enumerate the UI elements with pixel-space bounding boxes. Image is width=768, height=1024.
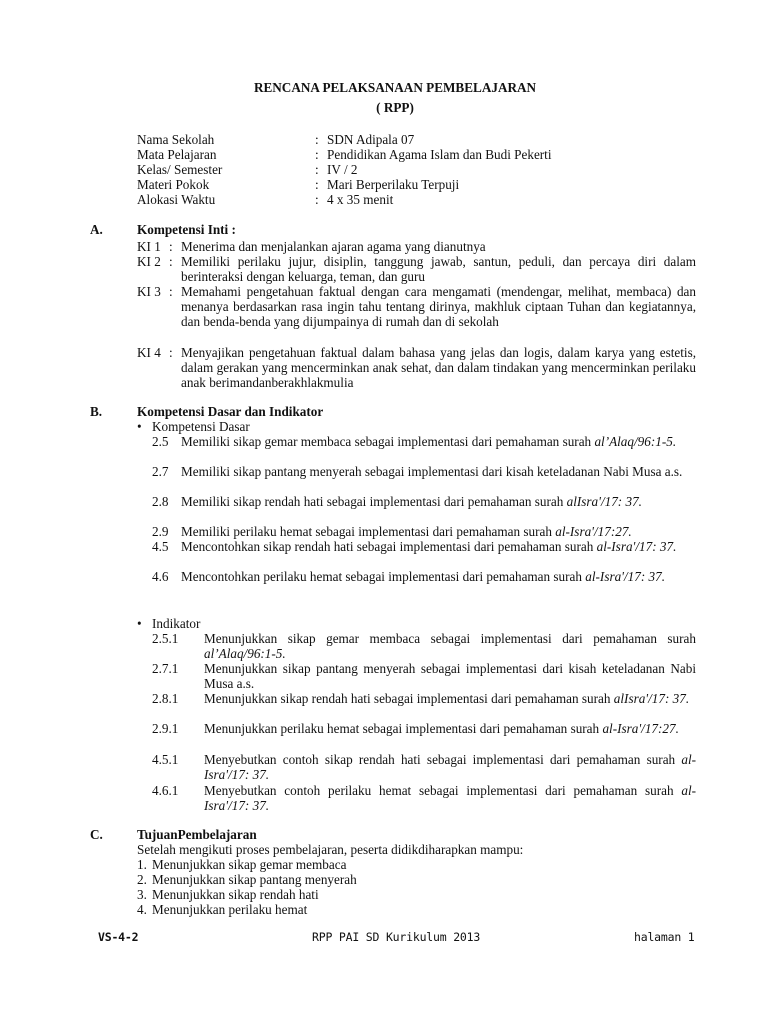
- kd-ref: al’Alaq/96:1-5.: [594, 434, 677, 449]
- identity-value: IV / 2: [327, 162, 358, 177]
- identity-colon: :: [315, 132, 319, 147]
- indicator-number: 2.9.1: [152, 721, 179, 736]
- indicator-ref: alIsra'/17: 37.: [613, 691, 690, 706]
- kd-text: Memiliki sikap gemar membaca sebagai implementasi dari pemahaman surah al’Alaq/96:1-5.: [181, 434, 677, 449]
- identity-colon: :: [315, 192, 319, 207]
- ki-code: KI 4: [137, 345, 161, 360]
- ki-colon: :: [169, 284, 173, 299]
- indikator-label: Indikator: [152, 616, 201, 631]
- kd-text: Mencontohkan perilaku hemat sebagai implementasi dari pemahaman surah al-Isra'/17: 37.: [181, 569, 666, 584]
- indicator-number: 4.6.1: [152, 783, 179, 798]
- indicator-ref: al-Isra'/17:27.: [602, 721, 679, 736]
- identity-label: Mata Pelajaran: [137, 147, 217, 162]
- indicator-text: Menyebutkan contoh perilaku hemat sebagai implementasi dari pemahaman surah al-Isra'/17: 37.: [204, 783, 697, 813]
- kd-ref: alIsra'/17: 37.: [566, 494, 642, 509]
- kd-text: Mencontohkan sikap rendah hati sebagai implementasi dari pemahaman surah al-Isra'/17: 37.: [181, 539, 677, 554]
- ki-colon: :: [169, 239, 173, 254]
- section-heading: TujuanPembelajaran: [137, 827, 257, 842]
- identity-value: Mari Berperilaku Terpuji: [327, 177, 460, 192]
- identity-colon: :: [315, 177, 319, 192]
- identity-label: Nama Sekolah: [137, 132, 215, 147]
- tujuan-number: 4.: [137, 902, 147, 917]
- kd-ref: al-Isra'/17: 37.: [585, 569, 666, 584]
- indicator-number: 2.8.1: [152, 691, 179, 706]
- indicator-number: 2.7.1: [152, 661, 179, 676]
- identity-label: Materi Pokok: [137, 177, 210, 192]
- identity-value: 4 x 35 menit: [327, 192, 394, 207]
- indicator-text: Menunjukkan perilaku hemat sebagai implementasi dari pemahaman surah al-Isra'/17:27.: [204, 721, 679, 736]
- tujuan-text: Menunjukkan sikap gemar membaca: [152, 857, 347, 872]
- ki-text: Memahami pengetahuan faktual dengan cara mengamati (mendengar, melihat, membaca) dan menanya berdasarkan rasa ingin tahu tentang dirinya, makhluk ciptaan Tuhan dan kegiatannya, dan benda-benda yang dijumpainya di rumah dan di sekolah: [181, 284, 696, 329]
- kd-number: 2.8: [152, 494, 169, 509]
- ki-code: KI 1: [137, 239, 161, 254]
- section-letter: A.: [90, 222, 103, 237]
- ki-text: Menyajikan pengetahuan faktual dalam bahasa yang jelas dan logis, dalam karya yang estetis, dalam gerakan yang mencerminkan anak sehat, dan dalam tindakan yang mencerminkan perilaku anak berimandanberakhlakmulia: [181, 345, 696, 390]
- ki-text: Menerima dan menjalankan ajaran agama yang dianutnya: [181, 239, 486, 254]
- document-subtitle: ( RPP): [376, 100, 414, 115]
- ki-colon: :: [169, 254, 173, 269]
- section-intro: Setelah mengikuti proses pembelajaran, peserta didikdiharapkan mampu:: [137, 842, 524, 857]
- identity-value: Pendidikan Agama Islam dan Budi Pekerti: [327, 147, 552, 162]
- tujuan-number: 3.: [137, 887, 147, 902]
- identity-label: Kelas/ Semester: [137, 162, 223, 177]
- kd-text: Memiliki perilaku hemat sebagai implementasi dari pemahaman surah al-Isra'/17:27.: [181, 524, 632, 539]
- tujuan-number: 1.: [137, 857, 147, 872]
- tujuan-text: Menunjukkan sikap pantang menyerah: [152, 872, 357, 887]
- kd-number: 4.6: [152, 569, 169, 584]
- indicator-text: Menunjukkan sikap gemar membaca sebagai implementasi dari pemahaman surah al’Alaq/96:1-5.: [204, 631, 696, 661]
- kd-number: 2.7: [152, 464, 169, 479]
- kd-number: 2.9: [152, 524, 169, 539]
- indicator-ref: al-Isra'/17: 37.: [204, 783, 697, 813]
- document-title: RENCANA PELAKSANAAN PEMBELAJARAN: [253, 80, 537, 95]
- footer-code: VS-4-2: [98, 930, 139, 944]
- section-letter: B.: [90, 404, 103, 419]
- indicator-text: Menunjukkan sikap pantang menyerah sebagai implementasi dari kisah keteladanan Nabi Musa a.s.: [204, 661, 696, 691]
- section-heading: Kompetensi Dasar dan Indikator: [137, 404, 324, 419]
- tujuan-text: Menunjukkan sikap rendah hati: [152, 887, 319, 902]
- indicator-ref: al’Alaq/96:1-5.: [204, 646, 286, 661]
- section-heading: Kompetensi Inti :: [137, 222, 236, 237]
- kd-text: Memiliki sikap rendah hati sebagai implementasi dari pemahaman surah alIsra'/17: 37.: [181, 494, 642, 509]
- kd-ref: al-Isra'/17:27.: [555, 524, 632, 539]
- section-letter: C.: [90, 827, 103, 842]
- identity-value: SDN Adipala 07: [327, 132, 415, 147]
- identity-colon: :: [315, 147, 319, 162]
- ki-code: KI 2: [137, 254, 161, 269]
- indicator-text: Menunjukkan sikap rendah hati sebagai implementasi dari pemahaman surah alIsra'/17: 37.: [204, 691, 690, 706]
- footer-title: RPP PAI SD Kurikulum 2013: [312, 930, 481, 944]
- kd-number: 2.5: [152, 434, 169, 449]
- ki-code: KI 3: [137, 284, 161, 299]
- indicator-number: 2.5.1: [152, 631, 179, 646]
- indicator-ref: al-Isra'/17: 37.: [204, 752, 697, 782]
- kd-text: Memiliki sikap pantang menyerah sebagai implementasi dari kisah keteladanan Nabi Musa a.s.: [181, 464, 683, 479]
- indicator-number: 4.5.1: [152, 752, 179, 767]
- bullet-icon: •: [137, 616, 142, 631]
- bullet-icon: •: [137, 419, 142, 434]
- footer-page-number: halaman 1: [634, 930, 695, 944]
- ki-text: Memiliki perilaku jujur, disiplin, tanggung jawab, santun, peduli, dan percaya diri dalam berinteraksi dengan keluarga, teman, dan guru: [181, 254, 696, 284]
- identity-colon: :: [315, 162, 319, 177]
- tujuan-text: Menunjukkan perilaku hemat: [152, 902, 308, 917]
- ki-colon: :: [169, 345, 173, 360]
- identity-label: Alokasi Waktu: [137, 192, 216, 207]
- kd-label: Kompetensi Dasar: [152, 419, 250, 434]
- kd-number: 4.5: [152, 539, 169, 554]
- indicator-text: Menyebutkan contoh sikap rendah hati sebagai implementasi dari pemahaman surah al-Isra'/17: 37.: [204, 752, 697, 782]
- kd-ref: al-Isra'/17: 37.: [596, 539, 677, 554]
- tujuan-number: 2.: [137, 872, 147, 887]
